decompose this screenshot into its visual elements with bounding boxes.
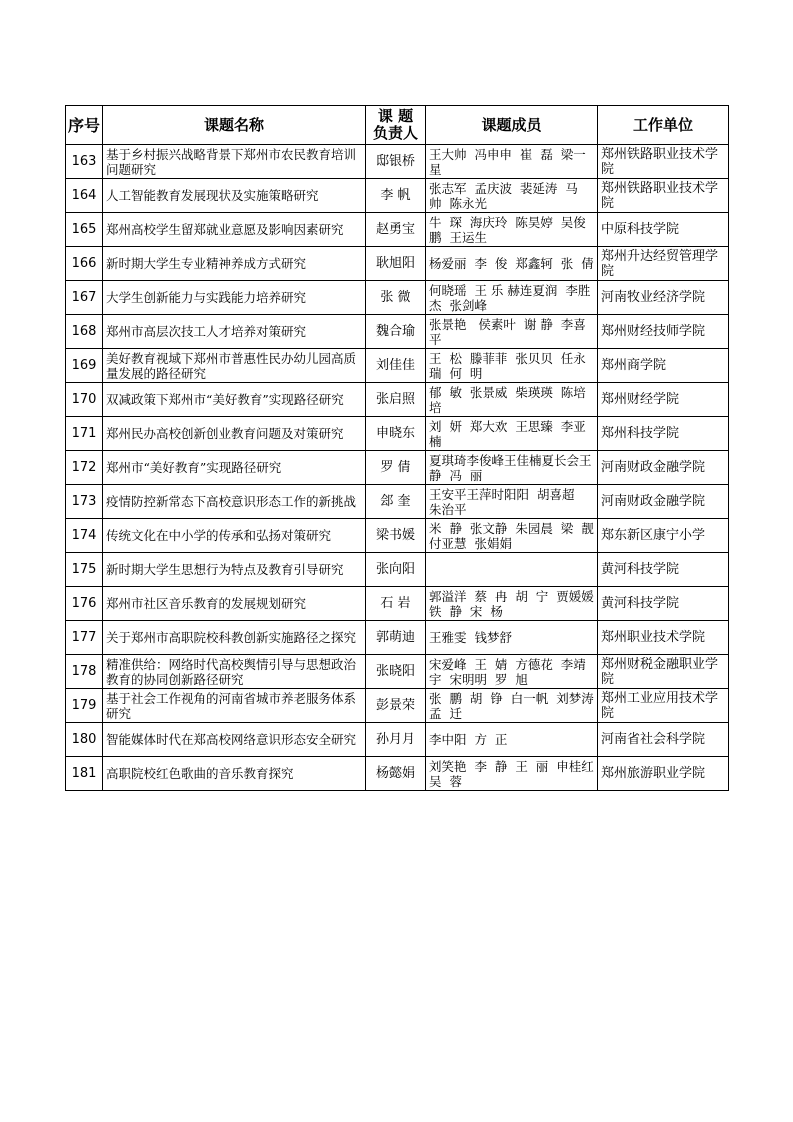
project-leader: 石 岩 [366, 587, 426, 621]
work-unit: 郑州职业技术学院 [598, 621, 729, 655]
project-title: 美好教育视域下郑州市普惠性民办幼儿园高质量发展的路径研究 [103, 349, 366, 383]
table-row [66, 689, 729, 723]
project-table [65, 105, 729, 791]
table-row [66, 247, 729, 281]
row-number: 181 [66, 757, 103, 791]
work-unit: 郑州财税金融职业学院 [598, 655, 729, 689]
row-number: 168 [66, 315, 103, 349]
work-unit: 郑州铁路职业技术学院 [598, 179, 729, 213]
table-row [66, 281, 729, 315]
project-members: 张 鹏 胡 铮 白一帆 刘梦涛 孟 迁 [426, 689, 598, 723]
table-row [66, 655, 729, 689]
row-number: 163 [66, 145, 103, 179]
project-leader: 邸银桥 [366, 145, 426, 179]
project-title: 郑州市“美好教育”实现路径研究 [103, 451, 366, 485]
project-leader: 罗 倩 [366, 451, 426, 485]
header-unit: 工作单位 [598, 106, 729, 145]
project-leader: 赵勇宝 [366, 213, 426, 247]
row-number: 180 [66, 723, 103, 757]
table-row [66, 417, 729, 451]
project-members: 王 松 滕菲菲 张贝贝 任永瑞 何 明 [426, 349, 598, 383]
project-title: 郑州民办高校创新创业教育问题及对策研究 [103, 417, 366, 451]
project-leader: 刘佳佳 [366, 349, 426, 383]
work-unit: 郑州商学院 [598, 349, 729, 383]
table-row [66, 315, 729, 349]
table-row [66, 451, 729, 485]
header-title: 课题名称 [103, 106, 366, 145]
project-members: 牛 琛 海庆玲 陈昊婷 吴俊鹏 王运生 [426, 213, 598, 247]
table-row [66, 553, 729, 587]
table-row [66, 145, 729, 179]
project-leader: 郐 奎 [366, 485, 426, 519]
work-unit: 河南省社会科学院 [598, 723, 729, 757]
project-members: 宋爱峰 王 婧 方德花 李靖宇 宋明明 罗 旭 [426, 655, 598, 689]
project-members: 刘笑艳 李 静 王 丽 申桂红 吴 蓉 [426, 757, 598, 791]
project-members: 张景艳 侯素叶 谢 静 李喜平 [426, 315, 598, 349]
table-row [66, 757, 729, 791]
project-members: 郁 敏 张景威 柴瑛瑛 陈培培 [426, 383, 598, 417]
project-title: 双减政策下郑州市“美好教育”实现路径研究 [103, 383, 366, 417]
row-number: 178 [66, 655, 103, 689]
work-unit: 黄河科技学院 [598, 587, 729, 621]
row-number: 176 [66, 587, 103, 621]
project-leader: 耿旭阳 [366, 247, 426, 281]
project-leader: 孙月月 [366, 723, 426, 757]
work-unit: 河南牧业经济学院 [598, 281, 729, 315]
row-number: 167 [66, 281, 103, 315]
project-title: 新时期大学生思想行为特点及教育引导研究 [103, 553, 366, 587]
header-leader: 课 题 负责人 [366, 106, 426, 145]
project-title: 传统文化在中小学的传承和弘扬对策研究 [103, 519, 366, 553]
project-leader: 张 微 [366, 281, 426, 315]
project-title: 关于郑州市高职院校科教创新实施路径之探究 [103, 621, 366, 655]
project-leader: 梁书媛 [366, 519, 426, 553]
work-unit: 郑州旅游职业学院 [598, 757, 729, 791]
header-no: 序号 [66, 106, 103, 145]
work-unit: 郑州科技学院 [598, 417, 729, 451]
project-members: 王大帅 冯申申 崔 磊 梁一星 [426, 145, 598, 179]
work-unit: 郑州工业应用技术学院 [598, 689, 729, 723]
table-row [66, 213, 729, 247]
project-members: 张志军 孟庆波 裴延涛 马 帅 陈永光 [426, 179, 598, 213]
row-number: 170 [66, 383, 103, 417]
project-title: 新时期大学生专业精神养成方式研究 [103, 247, 366, 281]
table-row [66, 179, 729, 213]
work-unit: 河南财政金融学院 [598, 485, 729, 519]
row-number: 165 [66, 213, 103, 247]
project-title: 郑州市社区音乐教育的发展规划研究 [103, 587, 366, 621]
row-number: 169 [66, 349, 103, 383]
table-row [66, 349, 729, 383]
project-members: 夏琪琦李俊峰王佳楠夏长会王静 冯 丽 [426, 451, 598, 485]
project-members: 李中阳 方 正 [426, 723, 598, 757]
project-title: 高职院校红色歌曲的音乐教育探究 [103, 757, 366, 791]
row-number: 172 [66, 451, 103, 485]
row-number: 171 [66, 417, 103, 451]
row-number: 175 [66, 553, 103, 587]
project-members: 刘 妍 郑大欢 王思臻 李亚楠 [426, 417, 598, 451]
work-unit: 黄河科技学院 [598, 553, 729, 587]
project-members: 杨爱丽 李 俊 郑鑫轲 张 倩 [426, 247, 598, 281]
work-unit: 郑州铁路职业技术学院 [598, 145, 729, 179]
project-leader: 魏合瑜 [366, 315, 426, 349]
project-title: 郑州高校学生留郑就业意愿及影响因素研究 [103, 213, 366, 247]
header-members: 课题成员 [426, 106, 598, 145]
project-title: 郑州市高层次技工人才培养对策研究 [103, 315, 366, 349]
project-members: 王雅雯 钱梦舒 [426, 621, 598, 655]
work-unit: 郑东新区康宁小学 [598, 519, 729, 553]
project-leader: 李 帆 [366, 179, 426, 213]
project-leader: 张晓阳 [366, 655, 426, 689]
row-number: 174 [66, 519, 103, 553]
row-number: 177 [66, 621, 103, 655]
project-title: 人工智能教育发展现状及实施策略研究 [103, 179, 366, 213]
project-members: 王安平王萍时阳阳 胡喜超 朱治平 [426, 485, 598, 519]
project-leader: 杨懿娟 [366, 757, 426, 791]
project-leader: 郭萌迪 [366, 621, 426, 655]
table-row [66, 587, 729, 621]
row-number: 166 [66, 247, 103, 281]
row-number: 164 [66, 179, 103, 213]
project-title: 精准供给：网络时代高校舆情引导与思想政治教育的协同创新路径研究 [103, 655, 366, 689]
project-members: 米 静 张文静 朱园晨 梁 靓 付亚慧 张娟娟 [426, 519, 598, 553]
table-row [66, 485, 729, 519]
project-title: 基于乡村振兴战略背景下郑州市农民教育培训问题研究 [103, 145, 366, 179]
project-title: 大学生创新能力与实践能力培养研究 [103, 281, 366, 315]
work-unit: 郑州财经技师学院 [598, 315, 729, 349]
project-title: 智能媒体时代在郑高校网络意识形态安全研究 [103, 723, 366, 757]
project-leader: 张向阳 [366, 553, 426, 587]
project-members: 何晓瑶 王 乐 赫连夏润 李胜杰 张剑峰 [426, 281, 598, 315]
table-row [66, 383, 729, 417]
header-row [66, 106, 729, 145]
work-unit: 河南财政金融学院 [598, 451, 729, 485]
table-row [66, 621, 729, 655]
project-members [426, 553, 598, 587]
project-title: 疫情防控新常态下高校意识形态工作的新挑战 [103, 485, 366, 519]
project-leader: 申晓东 [366, 417, 426, 451]
table-row [66, 519, 729, 553]
row-number: 179 [66, 689, 103, 723]
project-leader: 彭景荣 [366, 689, 426, 723]
work-unit: 郑州财经学院 [598, 383, 729, 417]
table-row [66, 723, 729, 757]
project-leader: 张启照 [366, 383, 426, 417]
work-unit: 中原科技学院 [598, 213, 729, 247]
project-members: 郭溢洋 蔡 冉 胡 宁 贾媛媛 铁 静 宋 杨 [426, 587, 598, 621]
work-unit: 郑州升达经贸管理学院 [598, 247, 729, 281]
row-number: 173 [66, 485, 103, 519]
project-title: 基于社会工作视角的河南省城市养老服务体系研究 [103, 689, 366, 723]
